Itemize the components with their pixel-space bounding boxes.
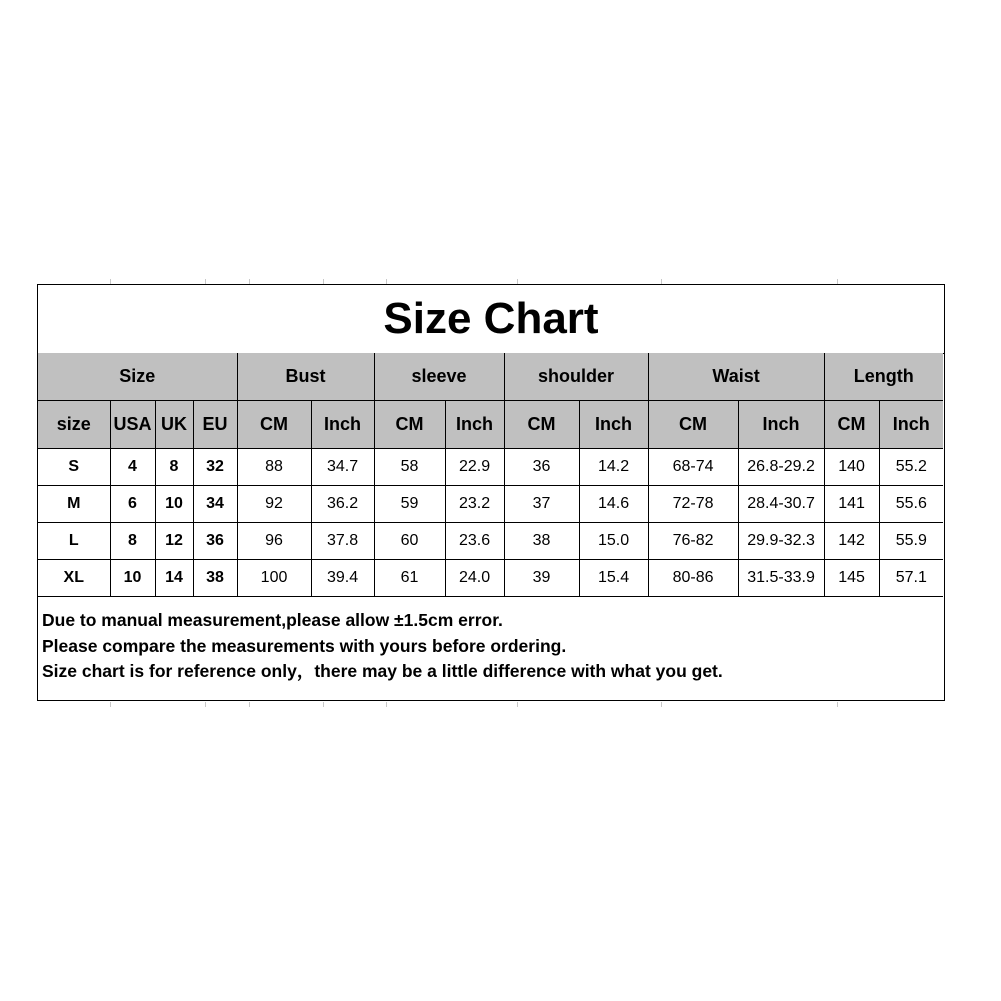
group-header-length: Length bbox=[824, 353, 943, 401]
table-cell: 58 bbox=[374, 449, 445, 486]
table-cell: 88 bbox=[237, 449, 311, 486]
group-header-sleeve: sleeve bbox=[374, 353, 504, 401]
sub-header-bust-cm: CM bbox=[237, 401, 311, 449]
sub-header-length-cm: CM bbox=[824, 401, 879, 449]
table-cell: 55.6 bbox=[879, 486, 943, 523]
grid-tick bbox=[249, 702, 250, 707]
table-cell: 39.4 bbox=[311, 560, 374, 597]
table-cell: 22.9 bbox=[445, 449, 504, 486]
grid-tick bbox=[517, 702, 518, 707]
grid-tick bbox=[110, 702, 111, 707]
grid-tick bbox=[110, 279, 111, 284]
table-cell: 145 bbox=[824, 560, 879, 597]
note-line: Please compare the measurements with yours before ordering. bbox=[42, 635, 567, 656]
group-header-shoulder: shoulder bbox=[504, 353, 648, 401]
sub-header-sleeve-inch: Inch bbox=[445, 401, 504, 449]
group-header-bust: Bust bbox=[237, 353, 374, 401]
table-cell: 14 bbox=[155, 560, 193, 597]
table-cell: 37 bbox=[504, 486, 579, 523]
table-cell: S bbox=[38, 449, 110, 486]
grid-tick bbox=[837, 702, 838, 707]
table-cell: 37.8 bbox=[311, 523, 374, 560]
table-cell: 8 bbox=[155, 449, 193, 486]
sub-header-size: size bbox=[38, 401, 110, 449]
sub-header-waist-inch: Inch bbox=[738, 401, 824, 449]
sub-header-eu: EU bbox=[193, 401, 237, 449]
table-cell: 8 bbox=[110, 523, 155, 560]
sub-header-shoulder-cm: CM bbox=[504, 401, 579, 449]
table-row bbox=[38, 449, 943, 486]
table-row bbox=[38, 560, 943, 597]
table-cell: 92 bbox=[237, 486, 311, 523]
table-cell: M bbox=[38, 486, 110, 523]
table-cell: 10 bbox=[155, 486, 193, 523]
table-cell: 59 bbox=[374, 486, 445, 523]
sub-header-length-inch: Inch bbox=[879, 401, 943, 449]
table-cell: 61 bbox=[374, 560, 445, 597]
grid-tick bbox=[205, 702, 206, 707]
table-cell: 36.2 bbox=[311, 486, 374, 523]
group-header-size: Size bbox=[38, 353, 237, 401]
table-cell: 24.0 bbox=[445, 560, 504, 597]
table-cell: 15.0 bbox=[579, 523, 648, 560]
grid-tick bbox=[661, 279, 662, 284]
grid-tick bbox=[661, 702, 662, 707]
grid-tick bbox=[323, 279, 324, 284]
table-cell: 76-82 bbox=[648, 523, 738, 560]
table-cell: 26.8-29.2 bbox=[738, 449, 824, 486]
size-chart bbox=[37, 284, 945, 701]
sub-header-waist-cm: CM bbox=[648, 401, 738, 449]
group-header-waist: Waist bbox=[648, 353, 824, 401]
table-cell: 38 bbox=[193, 560, 237, 597]
table-cell: 34.7 bbox=[311, 449, 374, 486]
notes bbox=[42, 608, 723, 685]
table-cell: 15.4 bbox=[579, 560, 648, 597]
sub-header-uk: UK bbox=[155, 401, 193, 449]
table-cell: 32 bbox=[193, 449, 237, 486]
table-row bbox=[38, 486, 943, 523]
grid-tick bbox=[323, 702, 324, 707]
sub-header-bust-inch: Inch bbox=[311, 401, 374, 449]
table-cell: 23.2 bbox=[445, 486, 504, 523]
sub-header-row bbox=[38, 401, 943, 449]
sub-header-usa: USA bbox=[110, 401, 155, 449]
grid-tick bbox=[837, 279, 838, 284]
table-cell: 141 bbox=[824, 486, 879, 523]
table-cell: 10 bbox=[110, 560, 155, 597]
table-cell: 6 bbox=[110, 486, 155, 523]
sub-header-sleeve-cm: CM bbox=[374, 401, 445, 449]
chart-title: Size Chart bbox=[38, 285, 944, 354]
table-cell: 142 bbox=[824, 523, 879, 560]
table-cell: 36 bbox=[193, 523, 237, 560]
table-cell: 60 bbox=[374, 523, 445, 560]
note-line: Due to manual measurement,please allow ±1.5cm error. bbox=[42, 610, 503, 630]
table-cell: 39 bbox=[504, 560, 579, 597]
size-table bbox=[38, 353, 943, 597]
table-cell: 14.6 bbox=[579, 486, 648, 523]
note-line: Size chart is for reference only，there may be a little difference with what you get. bbox=[42, 661, 723, 681]
table-cell: 38 bbox=[504, 523, 579, 560]
table-cell: 29.9-32.3 bbox=[738, 523, 824, 560]
table-cell: 55.2 bbox=[879, 449, 943, 486]
table-cell: L bbox=[38, 523, 110, 560]
grid-tick bbox=[517, 279, 518, 284]
table-cell: 23.6 bbox=[445, 523, 504, 560]
table-cell: 100 bbox=[237, 560, 311, 597]
table-cell: 57.1 bbox=[879, 560, 943, 597]
table-cell: XL bbox=[38, 560, 110, 597]
table-cell: 34 bbox=[193, 486, 237, 523]
table-cell: 12 bbox=[155, 523, 193, 560]
grid-tick bbox=[249, 279, 250, 284]
group-header-row bbox=[38, 353, 943, 401]
table-cell: 55.9 bbox=[879, 523, 943, 560]
table-cell: 96 bbox=[237, 523, 311, 560]
grid-tick bbox=[205, 279, 206, 284]
grid-tick bbox=[386, 702, 387, 707]
table-cell: 140 bbox=[824, 449, 879, 486]
table-cell: 28.4-30.7 bbox=[738, 486, 824, 523]
table-cell: 14.2 bbox=[579, 449, 648, 486]
table-cell: 31.5-33.9 bbox=[738, 560, 824, 597]
table-cell: 72-78 bbox=[648, 486, 738, 523]
table-cell: 68-74 bbox=[648, 449, 738, 486]
grid-tick bbox=[386, 279, 387, 284]
table-cell: 4 bbox=[110, 449, 155, 486]
table-cell: 36 bbox=[504, 449, 579, 486]
table-cell: 80-86 bbox=[648, 560, 738, 597]
table-row bbox=[38, 523, 943, 560]
sub-header-shoulder-inch: Inch bbox=[579, 401, 648, 449]
